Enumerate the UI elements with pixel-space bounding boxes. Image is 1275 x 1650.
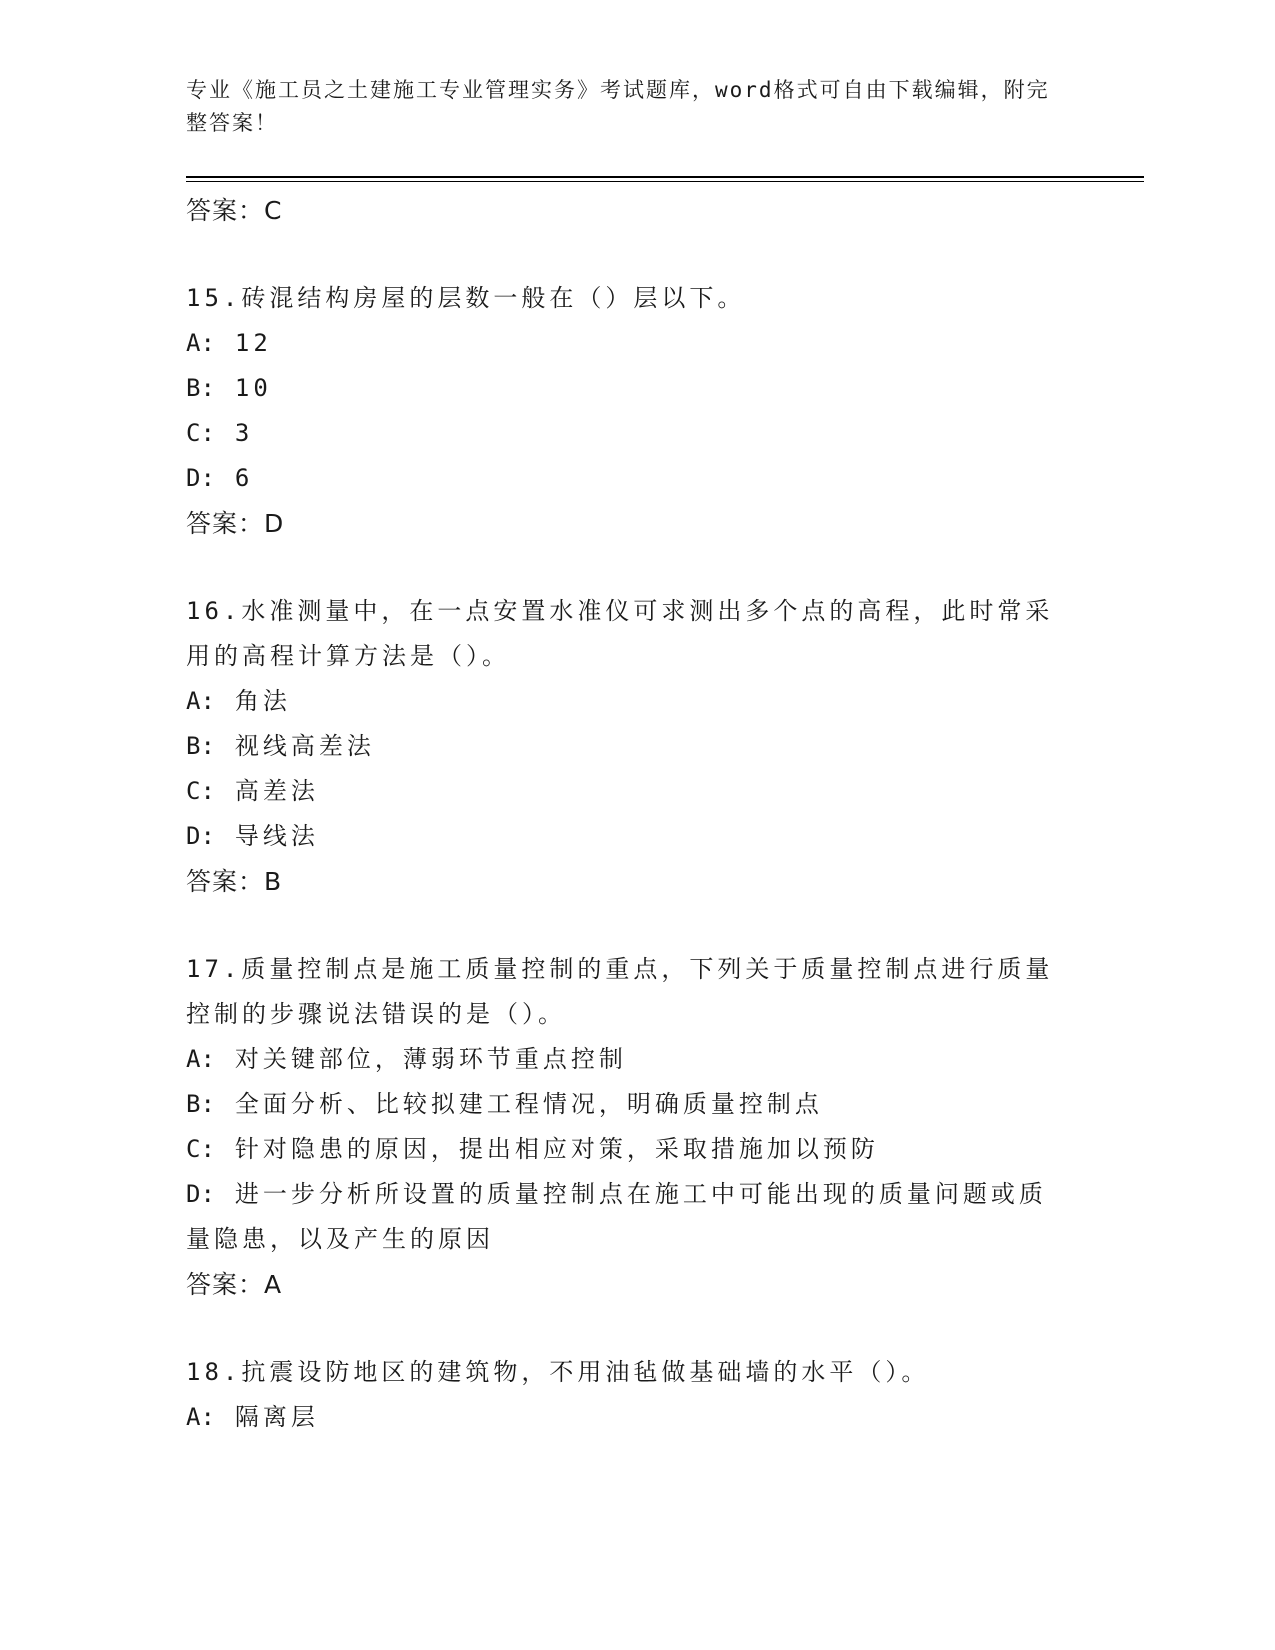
option-letter: B: — [186, 1090, 215, 1118]
document-header — [186, 74, 1066, 140]
option-letter: B: — [186, 374, 215, 402]
question-stem: 15.砖混结构房屋的层数一般在（）层以下。 — [186, 284, 746, 312]
question-stem: 17.质量控制点是施工质量控制的重点，下列关于质量控制点进行质量控制的步骤说法错误的是（）。 — [186, 955, 1054, 1028]
option-text: 对关键部位，薄弱环节重点控制 — [234, 1045, 627, 1073]
option-c — [186, 411, 1066, 456]
question-stem: 18.抗震设防地区的建筑物，不用油毡做基础墙的水平（）。 — [186, 1358, 930, 1386]
previous-question-answer: 答案：C — [186, 196, 283, 225]
option-a — [186, 1037, 1066, 1082]
question-answer: 答案：D — [186, 509, 285, 538]
option-letter: A: — [186, 1045, 215, 1073]
option-letter: C: — [186, 777, 215, 805]
option-a — [186, 679, 1066, 724]
spacer — [186, 233, 1066, 276]
option-b — [186, 724, 1066, 769]
option-text: 视线高差法 — [234, 732, 375, 760]
question-16 — [186, 589, 1066, 904]
option-text: 针对隐患的原因，提出相应对策，采取措施加以预防 — [234, 1135, 879, 1163]
option-d — [186, 456, 1066, 501]
option-letter: A: — [186, 1403, 215, 1431]
option-letter: D: — [186, 1180, 215, 1208]
option-text: 隔离层 — [234, 1403, 319, 1431]
question-18 — [186, 1350, 1066, 1440]
question-stem: 16.水准测量中，在一点安置水准仪可求测出多个点的高程，此时常采用的高程计算方法是（）。 — [186, 597, 1054, 670]
option-text: 角法 — [234, 687, 291, 715]
header-rule-thin — [186, 181, 1144, 182]
option-c — [186, 769, 1066, 814]
question-answer: 答案：B — [186, 867, 283, 896]
option-text: 进一步分析所设置的质量控制点在施工中可能出现的质量问题或质量隐患，以及产生的原因 — [186, 1180, 1047, 1253]
header-rule-thick — [186, 176, 1144, 178]
question-answer: 答案：A — [186, 1270, 283, 1299]
option-text: 导线法 — [234, 822, 319, 850]
option-text: 12 — [234, 329, 272, 357]
option-letter: A: — [186, 329, 215, 357]
option-letter: D: — [186, 822, 215, 850]
spacer — [186, 904, 1066, 947]
option-d — [186, 814, 1066, 859]
question-15 — [186, 276, 1066, 546]
question-list — [186, 188, 1066, 1440]
question-17 — [186, 947, 1066, 1307]
option-c — [186, 1127, 1066, 1172]
option-letter: C: — [186, 1135, 215, 1163]
option-letter: B: — [186, 732, 215, 760]
option-text: 高差法 — [234, 777, 319, 805]
spacer — [186, 1307, 1066, 1350]
option-text: 6 — [234, 464, 254, 492]
option-b — [186, 366, 1066, 411]
option-a — [186, 321, 1066, 366]
spacer — [186, 546, 1066, 589]
option-b — [186, 1082, 1066, 1127]
option-letter: A: — [186, 687, 215, 715]
option-text: 3 — [234, 419, 254, 447]
option-d — [186, 1172, 1066, 1262]
option-letter: C: — [186, 419, 215, 447]
option-letter: D: — [186, 464, 215, 492]
header-intro-text: 专业《施工员之土建施工专业管理实务》考试题库，word格式可自由下载编辑，附完整答案！ — [186, 78, 1050, 135]
option-a — [186, 1395, 1066, 1440]
option-text: 全面分析、比较拟建工程情况，明确质量控制点 — [234, 1090, 823, 1118]
option-text: 10 — [234, 374, 272, 402]
